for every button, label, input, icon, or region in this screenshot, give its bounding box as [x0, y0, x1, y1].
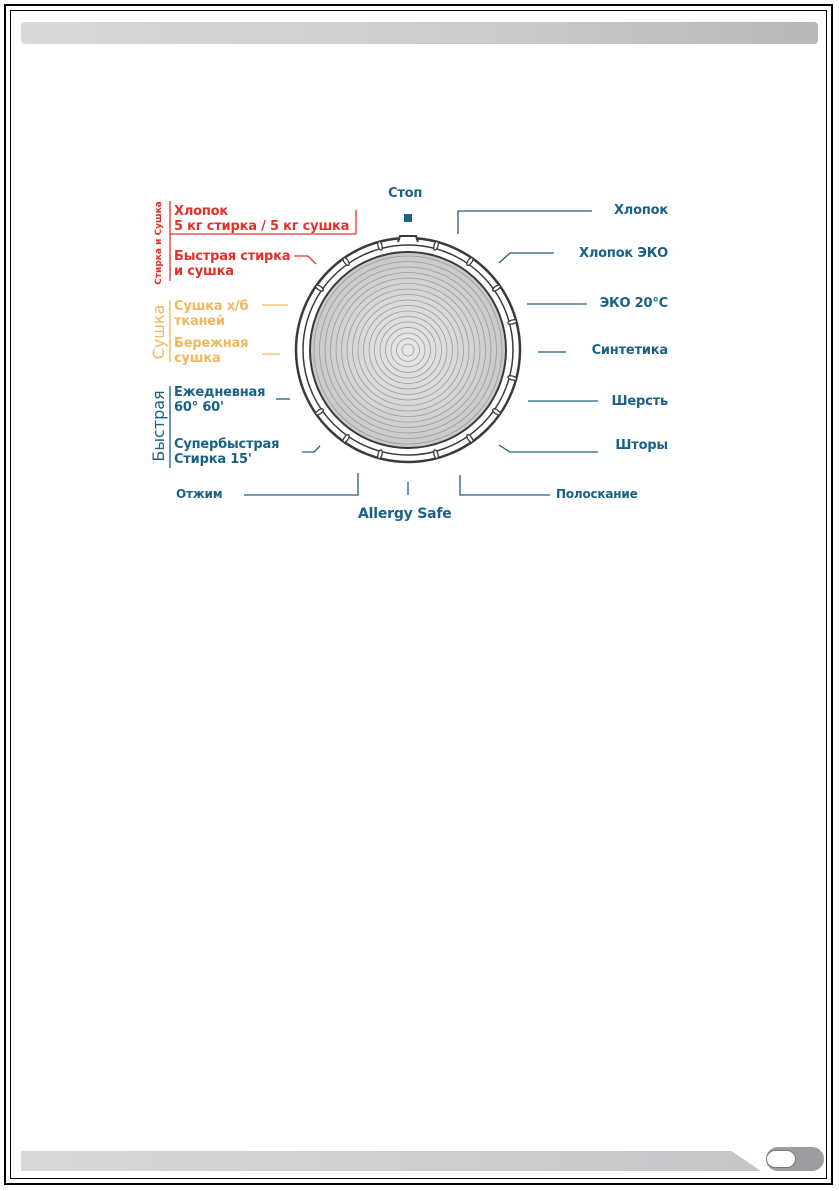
stop-marker-square [404, 214, 412, 222]
stop-label: Стоп [388, 186, 423, 201]
leader-cotton-eco [499, 253, 554, 263]
program-cotton-eco[interactable]: Хлопок ЭКО [579, 246, 668, 261]
program-eco-20[interactable]: ЭКО 20°С [599, 296, 668, 311]
program-line2: 60° 60' [174, 400, 224, 415]
program-superquick[interactable] [174, 437, 279, 467]
program-line1: Хлопок [174, 204, 229, 219]
program-cotton-wash-dry[interactable] [174, 204, 349, 234]
program-line2: 5 кг стирка / 5 кг сушка [174, 219, 350, 234]
program-wool[interactable]: Шерсть [611, 394, 668, 409]
program-line2: тканей [174, 314, 225, 329]
program-line1: Быстрая стирка [174, 249, 291, 264]
program-gentle-dry[interactable] [174, 336, 248, 366]
group-label-quick: Быстрая [149, 390, 168, 462]
program-line2: сушка [174, 351, 221, 366]
program-cotton-dry[interactable] [174, 299, 248, 329]
program-line2: Стирка 15' [174, 452, 252, 467]
leader-spin [244, 473, 358, 495]
program-line2: и сушка [174, 264, 234, 279]
leader-superquick [302, 446, 320, 452]
program-line1: Ежедневная [174, 385, 266, 400]
program-line1: Супербыстрая [174, 437, 280, 452]
dial-pointer-notch [398, 236, 418, 242]
program-spin[interactable]: Отжим [176, 487, 223, 501]
group-label-wash-dry: Стирка и Сушка [154, 201, 164, 285]
program-quick-wash-dry[interactable] [174, 249, 290, 279]
group-label-dry: Сушка [149, 304, 168, 360]
program-curtains[interactable]: Шторы [615, 438, 668, 453]
program-synthetics[interactable]: Синтетика [591, 343, 668, 358]
program-daily[interactable] [174, 385, 265, 415]
program-line1: Бережная [174, 336, 249, 351]
dial-knob-face [310, 252, 506, 448]
program-rinse[interactable]: Полоскание [556, 487, 638, 501]
program-cotton[interactable]: Хлопок [613, 203, 668, 218]
program-line1: Сушка х/б [174, 299, 249, 314]
program-allergy-safe[interactable]: Allergy Safe [358, 506, 452, 522]
leader-rinse [460, 475, 550, 495]
leader-quick-wash-dry [294, 256, 316, 264]
